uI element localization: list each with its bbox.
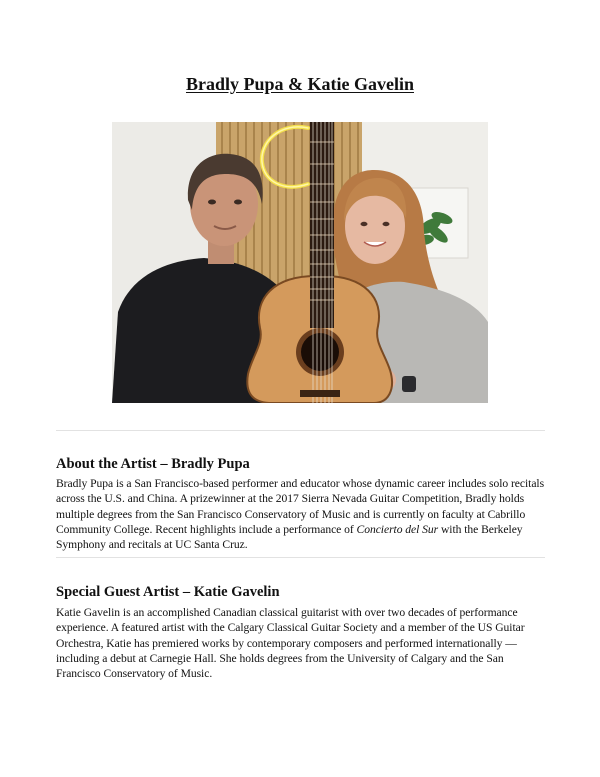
bradly-bio-concerto-title: Concierto del Sur <box>356 522 439 536</box>
section-heading-bradly: About the Artist – Bradly Pupa <box>56 456 250 472</box>
section-body-bradly <box>56 476 548 552</box>
artists-photo <box>112 122 488 403</box>
artists-photo-illustration <box>112 122 488 403</box>
section-divider <box>56 430 545 431</box>
section-divider <box>56 557 545 558</box>
bradly-bio-text-end: with the Berkeley Symphony and recitals at UC Santa Cruz. <box>56 522 523 552</box>
page-title: Bradly Pupa & Katie Gavelin <box>185 74 414 94</box>
bradly-bio-text: Bradly Pupa is a San Francisco-based performer and educator whose dynamic career includes solo recitals across the U.S. and China. A prizewinner at the 2017 Sierra Nevada Guitar Competition, Bradly holds multiple degrees from the San Francisco Conservatory of Music and is currently on faculty at Cabrillo Community College. Recent highlights include a performance of <box>56 477 545 536</box>
section-body-katie: Katie Gavelin is an accomplished Canadian classical guitarist with over two decades of performance experience. A featured artist with the Calgary Classical Guitar Society and a member of the US Guitar Orchestra, Katie has premiered works by contemporary composers and performed internationally — including a debut at Carnegie Hall. She holds degrees from the University of Calgary and the San Francisco Conservatory of Music. <box>56 606 525 681</box>
section-heading-katie: Special Guest Artist – Katie Gavelin <box>56 584 280 600</box>
